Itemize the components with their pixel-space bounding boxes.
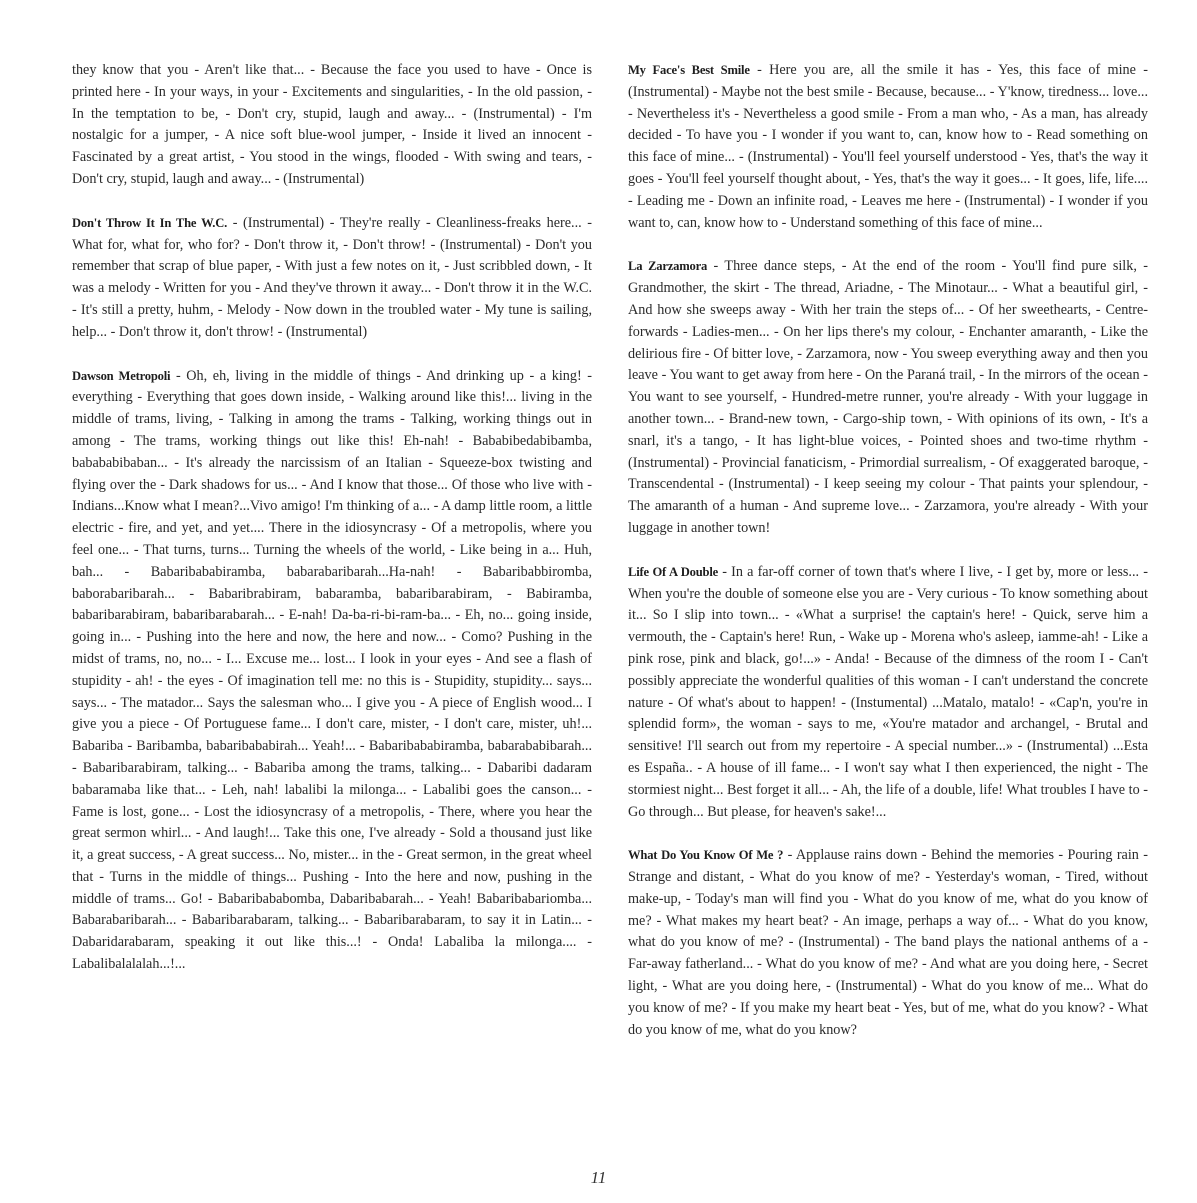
lyrics-text: - Three dance steps, - At the end of the room - You'll find pure silk, - Grandmother, the skirt - The thread, Ariadne, - The Minotaur... - What a beautiful girl, - And how she sweeps away - With her train the steps of... - Of her sweethearts, - Centre-forwards - Ladies-men... - On her lips there's my colour, - Enchanter amaranth, - Like the delirious fire - Of bitter love, - Zarzamora, now - You sweep everything away and then you leave - You want to get away from here - On the Paraná trail, - In the mirrors of the ocean - You want to see yourself, - Hundred-metre runner, you're already - With your luggage in another town... - Brand-new town, - Cargo-ship town, - With opinions of its own, - It's a snarl, it's a tango, - It has light-blue voices, - Pointed shoes and two-time rhythm - (Instrumental) - Provincial fanaticism, - Primordial surrealism, - Of exaggerated baroque, - Transcendental - (Instrumental) - I keep seeing my colour - That paints your splendour, - The amaranth of a human - And supreme love... - Zarzamora, you're already - With your luggage in another town! [628,258,1149,536]
song-title: Don't Throw It In The W.C. [72,215,228,230]
song-title: Dawson Metropoli [72,368,171,383]
page-number: 11 [590,1168,607,1187]
lyrics-text: - Here you are, all the smile it has - Yes, this face of mine - (Instrumental) - Maybe not the best smile - Because, because... - Y'know, tiredness... love... - Nevertheless it's - Nevertheless a good smile - From a man who, - As a man, has already decided - To have you - I wonder if you want to, can, know how to - Read something on this face of mine... - (Instrumental) - You'll feel yourself understood - Yes, that's the way it goes - You'll feel yourself thought about, - Yes, that's the way it goes... - It goes, life, life.... - Leading me - Down an infinite road, - Leaves me here - (Instrumental) - I wonder if you want to, can, know how to - Understand something of this face of mine... [628,62,1148,231]
song-what-do-you-know-of-me [628,845,1148,1041]
lyrics-text: - In a far-off corner of town that's where I live, - I get by, more or less... - When you're the double of someone else you are - Very curious - To know something about it... So I slip into town... - «What a surprise! the captain's here! - Quick, serve him a vermouth, the - Captain's here! Run, - Wake up - Morena who's asleep, iamme-ah! - Like a pink rose, pink and black, go!...» - Anda! - Because of the dimness of the room I - Can't possibly appreciate the wonderful qualities of this woman - I can't understand the concrete nature - Of what's about to happen! - (Instumental) ...Matalo, matalo! - «Cap'n, you're in splendid form», the woman - says to me, «You're matador and archangel, - Brutal and sensitive! I'll search out from my repertoire - A special number...» - (Instrumental) ...Esta es España.. - A house of ill fame... - I won't say what I then experienced, the night - The stormiest night... Best forget it all... - Ah, the life of a double, life! What troubles I have to - Go through... But please, for heaven's sake!... [628,563,1148,820]
song-title: What Do You Know Of Me ? [628,848,784,863]
lyrics-text: - (Instrumental) - They're really - Cleanliness-freaks here... - What for, what for, who for? - Don't throw it, - Don't throw! - (Instrumental) - Don't you remember that scrap of blue paper, - With just a few notes on it, - Just scribbled down, - It was a melody - Written for you - And they've thrown it away... - Don't throw it in the W.C. - It's still a pretty, huhm, - Melody - Now down in the troubled water - My tune is sailing, help... - Don't throw it, don't throw! - (Instrumental) [72,214,592,340]
right-column [628,60,1148,1063]
song-title: La Zarzamora [628,259,708,274]
lyrics-text: they know that you - Aren't like that... - Because the face you used to have - Once is printed here - In your ways, in your - Excitements and singularities, - In the old passion, - In the temptation to be, - Don't cry, stupid, laugh and away... - (Instrumental) - I'm nostalgic for a jumper, - A nice soft blue-wool jumper, - Inside it lived an innocent - Fascinated by a great artist, - You stood in the wings, flooded - With swing and tears, - Don't cry, stupid, laugh and away... - (Instrumental) [72,62,592,187]
song-dawson-metropoli [72,366,592,976]
lyrics-text: - Applause rains down - Behind the memories - Pouring rain - Strange and distant, - What do you know of me? - Yesterday's woman, - Tired, without make-up, - Today's man will find you - What do you know of me, what do you know of me? - What makes my heart beat? - An image, perhaps a way of... - What do you know, what do you know of me? - (Instrumental) - The band plays the national anthems of a - Far-away fatherland... - What do you know of me? - And what are you doing here, - Secret light, - What are you doing here, - (Instrumental) - What do you know of me... What do you know of me? - If you make my heart beat - Yes, but of me, what do you know? - What do you know of me, what do you know? [628,847,1148,1038]
song-title: Life Of A Double [628,564,719,579]
song-title: My Face's Best Smile [628,63,750,77]
lyrics-continuation [72,60,592,191]
song-my-faces-best-smile [628,60,1148,234]
song-la-zarzamora [628,256,1148,539]
song-dont-throw-it [72,213,592,344]
lyrics-text: - Oh, eh, living in the middle of things - And drinking up - a king! - everything - Everything that goes down inside, - Walking around like this!... living in the middle of trams, living, - Talking in among the trams - Talking, working things out in among - The trams, working things out like this! Eh-nah! - Bababibedabibamba, babababibaban... - It's already the narcissism of an Italian - Squeeze-box twisting and flying over the - Dark shadows for us... - And I know that those... Of those who live with - Indians...Know what I mean?...Vivo amigo! I'm thinking of a... - A damp little room, a little electric - fire, and yet, and yet.... There in the idiosyncrasy - Of a metropolis, where you feel one... - That turns, turns... Turning the wheels of the world, - Like being in a... Huh, bah... - Babaribababiramba, babarabaribarah...Ha-nah! - Babaribabbiromba, baborabaribarah... - Babaribrabiram, babaramba, babaribarabiram, - Babiramba, babaribarabiram, babaribarabarah... - E-nah! Da-ba-ri-bi-ram-ba... - Eh, no... going inside, going in... - Pushing into the here and now, the here and now... - Como? Pushing in the midst of trams, no, no... - I... Excuse me... lost... I look in your eyes - And see a flash of stupidity - ah! - the eyes - Of imagination tell me: no this is - Stupidity, stupidity... says... says... - The matador... Says the salesman who... I give you - A piece of English wood... I give you a piece - Of Portuguese fame... I don't care, mister, - I don't care, mister, uh!... Babariba - Baribamba, babaribababirah... Yeah!... - Babaribababiramba, babarababibarah... - Babaribarabiram, talking... - Babariba among the trams, talking... - Dabaribi dadaram babaramaba like that... - Leh, nah! labalibi la milonga... - Labalibi goes the canson... - Fame is lost, gone... - Lost the idiosyncrasy of a metropolis, - There, where you hear the great sermon whirl... - And laugh!... Take this one, I've already - Sold a thousand just like it, a great success, - A great success... No, mister... in the - Great sermon, in the great wheel that - Turns in the middle of things... Pushing - Into the here and now, pushing in the middle of trams... Go! - Babaribababomba, Dabaribabarah... - Yeah! Babaribabariomba... Babarabaribarah... - Babaribarabaram, talking... - Babaribarabaram, to say it in Latin... - Dabaridarabaram, speaking it out like this...! - Onda! Labaliba la milonga.... - Labalibalalalah...!... [72,367,593,973]
left-column [72,60,592,998]
song-life-of-a-double [628,562,1148,824]
